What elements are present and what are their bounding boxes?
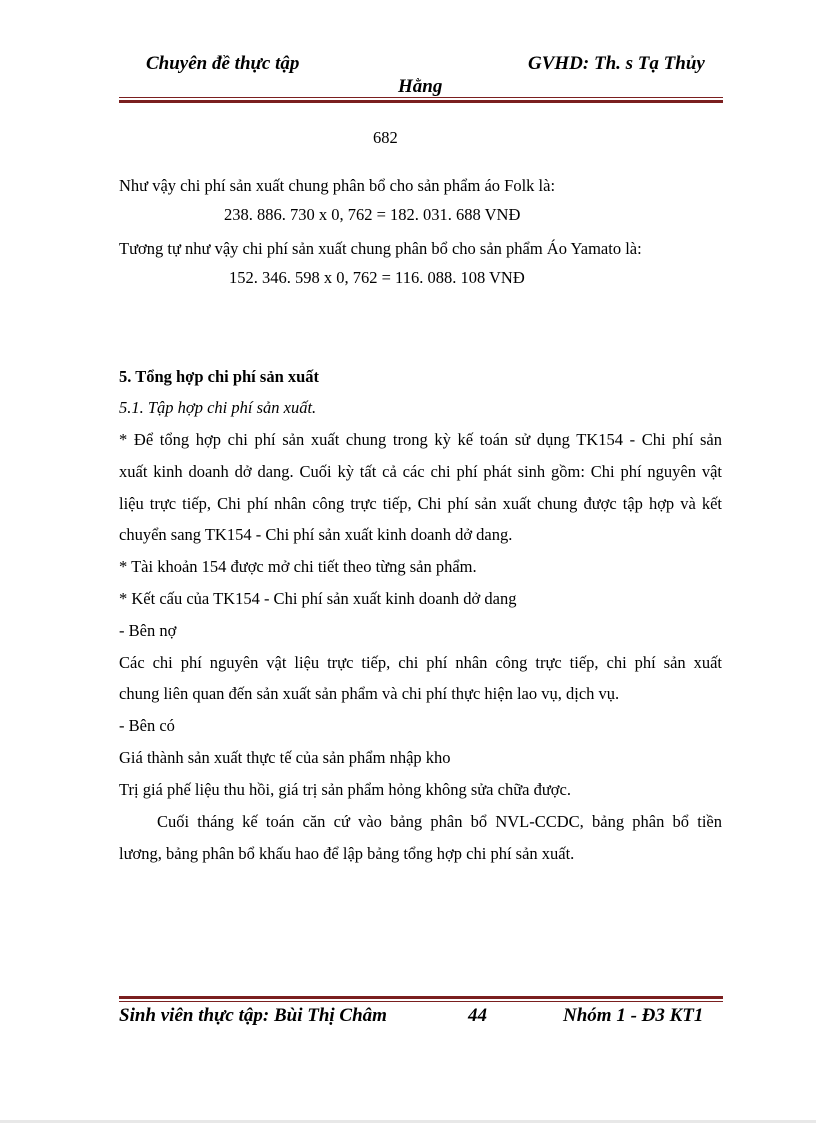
equation-yamato: 152. 346. 598 x 0, 762 = 116. 088. 108 VNĐ <box>229 268 525 287</box>
number-682: 682 <box>373 128 398 147</box>
credit-side-label: - Bên có <box>119 716 175 735</box>
final-para-line-1: Cuối tháng kế toán căn cứ vào bảng phân bổ NVL-CCDC, bảng phân bổ tiền <box>157 812 722 831</box>
para1-line-4: chuyển sang TK154 - Chi phí sản xuất kinh doanh dở dang. <box>119 525 513 544</box>
bullet-account-154: * Tài khoản 154 được mở chi tiết theo từng sản phẩm. <box>119 557 477 576</box>
debit-side-label: - Bên nợ <box>119 621 177 640</box>
footer-rule-top <box>119 996 723 999</box>
para1-line-3: liệu trực tiếp, Chi phí nhân công trực tiếp, Chi phí sản xuất chung được tập hợp và kết <box>119 494 722 513</box>
para1-line-2: xuất kinh doanh dở dang. Cuối kỳ tất cả các chi phí phát sinh gồm: Chi phí nguyên vật <box>119 462 722 481</box>
credit-text-line-2: Trị giá phế liệu thu hồi, giá trị sản phẩm hỏng không sửa chữa được. <box>119 780 571 799</box>
debit-text-line-2: chung liên quan đến sản xuất sản phẩm và chi phí thực hiện lao vụ, dịch vụ. <box>119 684 620 703</box>
paragraph-folk: Như vậy chi phí sản xuất chung phân bổ cho sản phẩm áo Folk là: <box>119 176 556 195</box>
debit-text-line-1: Các chi phí nguyên vật liệu trực tiếp, chi phí nhân công trực tiếp, chi phí sản xuất <box>119 653 722 672</box>
footer-group: Nhóm 1 - Đ3 KT1 <box>563 1005 704 1026</box>
final-para-line-2: lương, bảng phân bổ khấu hao để lập bảng tổng hợp chi phí sản xuất. <box>119 844 575 863</box>
footer-rule-bottom <box>119 1001 723 1002</box>
equation-folk: 238. 886. 730 x 0, 762 = 182. 031. 688 VNĐ <box>224 205 521 224</box>
footer-page-number: 44 <box>468 1005 487 1026</box>
header-supervisor: GVHD: Th. s Tạ Thủy <box>528 53 705 74</box>
section-title: 5. Tổng hợp chi phí sản xuất <box>119 367 320 386</box>
para1-line-1: * Để tổng hợp chi phí sản xuất chung trong kỳ kế toán sử dụng TK154 - Chi phí sản <box>119 430 722 449</box>
subsection-title: 5.1. Tập hợp chi phí sản xuất. <box>119 398 317 417</box>
footer-student: Sinh viên thực tập: Bùi Thị Châm <box>119 1005 387 1026</box>
header-title: Chuyên đề thực tập <box>146 53 300 74</box>
header-rule-bottom <box>119 100 723 103</box>
bullet-structure: * Kết cấu của TK154 - Chi phí sản xuất kinh doanh dở dang <box>119 589 517 608</box>
header-rule-top <box>119 97 723 98</box>
header-supervisor-cont: Hằng <box>398 76 443 97</box>
paragraph-yamato: Tương tự như vậy chi phí sản xuất chung phân bổ cho sản phẩm Áo Yamato là: <box>119 239 642 258</box>
credit-text-line-1: Giá thành sản xuất thực tế của sản phẩm nhập kho <box>119 748 451 767</box>
